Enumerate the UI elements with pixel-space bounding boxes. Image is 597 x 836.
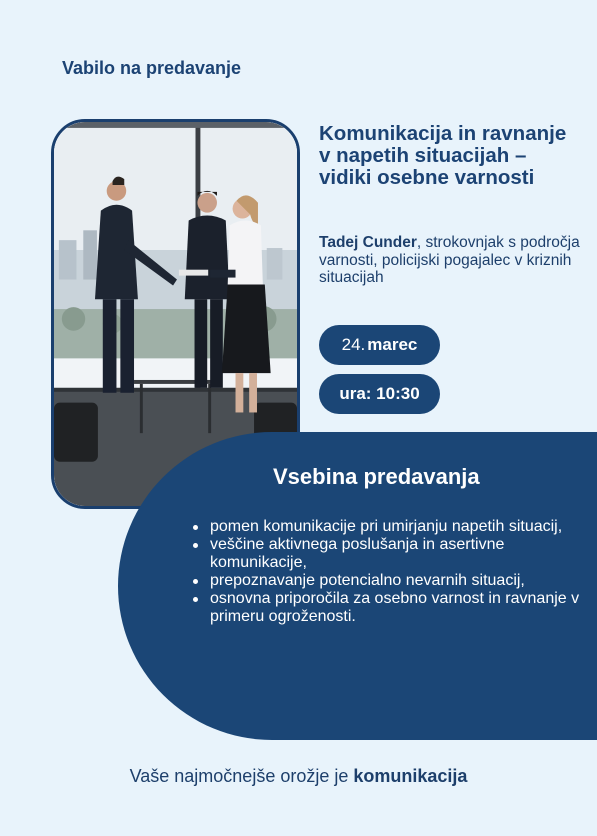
invite-heading: Vabilo na predavanje: [62, 58, 242, 78]
footer-slogan: [0, 766, 597, 787]
content-list: [188, 518, 588, 626]
footer-emphasis: komunikacija: [353, 766, 468, 786]
footer-text: Vaše najmočnejše orožje je: [129, 766, 354, 786]
list-item: prepoznavanje potencialno nevarnih situacij,: [188, 572, 588, 590]
speaker-name: Tadej Cunder: [319, 234, 417, 251]
list-item: osnovna priporočila za osebno varnost in ravnanje v primeru ogroženosti.: [188, 590, 588, 626]
speaker-description: , strokovnjak s področja varnosti, policijski pogajalec v kriznih situacijah: [319, 234, 580, 286]
date-month: marec: [367, 335, 418, 354]
speaker-info: [319, 234, 584, 287]
list-item: veščine aktivnega poslušanja in asertivne komunikacije,: [188, 536, 588, 572]
time-badge: ura: 10:30: [319, 374, 440, 414]
content-heading: Vsebina predavanja: [273, 464, 480, 489]
lecture-title: Komunikacija in ravnanje v napetih situacijah – vidiki osebne varnosti: [319, 122, 567, 189]
list-item: pomen komunikacije pri umirjanju napetih situacij,: [188, 518, 588, 536]
date-badge: [319, 325, 440, 365]
date-day: 24.: [341, 335, 366, 354]
